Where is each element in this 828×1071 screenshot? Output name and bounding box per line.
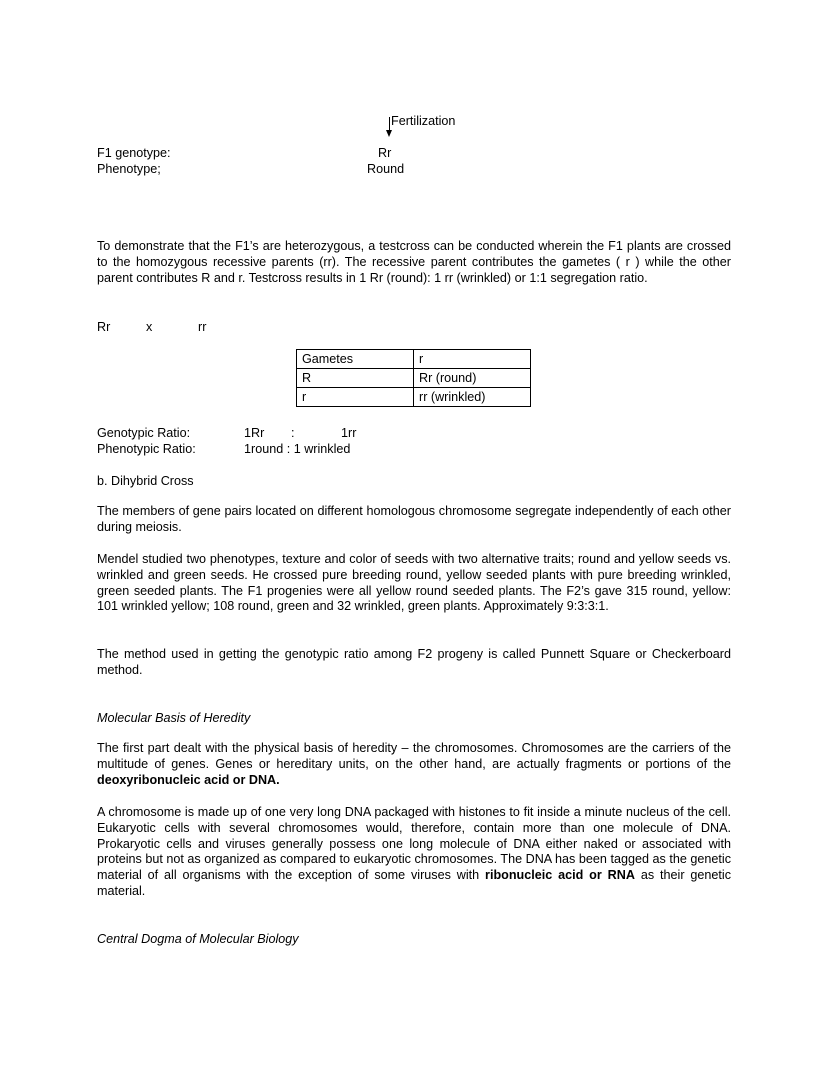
- method-paragraph: The method used in getting the genotypic ratio among F2 progeny is called Punnett Square or Checkerboard method.: [97, 647, 731, 677]
- table-row: [297, 350, 531, 369]
- table-cell: Gametes: [297, 350, 414, 369]
- mendel-paragraph: Mendel studied two phenotypes, texture and color of seeds with two alternative traits; round and yellow seeds vs. wrinkled and green seeds. He crossed pure breeding round, yellow seeded plants with pure breeding wrinkled, green seeded plants. The F1 progenies were all yellow round seeded plants. The F2’s gave 315 round, yellow: 101 wrinkled yellow; 108 round, green and 32 wrinkled, green plants. Approximately 9:3:3:1.: [97, 552, 731, 614]
- table-cell: r: [414, 350, 531, 369]
- f1-genotype-label: F1 genotype:: [97, 146, 171, 160]
- phenotype-label: Phenotype;: [97, 162, 161, 176]
- table-cell: r: [297, 388, 414, 407]
- phenotypic-ratio-value: 1round : 1 wrinkled: [244, 442, 351, 456]
- dna-term: deoxyribonucleic acid or DNA.: [97, 772, 280, 787]
- chromosome-text: A chromosome is made up of one very long DNA packaged with histones to fit inside a minute nucleus of the cell. Eukaryotic cells with several chromosomes would, therefore, contain more than one molecule of DNA. Prokaryotic cells and viruses generally possess one long molecule of DNA either naked or associated with proteins but not as organized as compared to eukaryotic chromosomes. The DNA has been tagged as the genetic material of all organisms with the exception of some viruses with: [97, 805, 731, 883]
- genotypic-ratio-label: Genotypic Ratio:: [97, 426, 191, 440]
- phenotype-value: Round: [367, 162, 405, 176]
- cross-parent-right: rr: [198, 320, 207, 334]
- members-paragraph: The members of gene pairs located on different homologous chromosome segregate independently of each other during meiosis.: [97, 504, 731, 534]
- chromosome-tail: as their genetic material.: [97, 868, 731, 898]
- table-row: [297, 369, 531, 388]
- fertilization-label: Fertilization: [391, 114, 456, 128]
- first-part-paragraph: [97, 741, 731, 788]
- genotypic-ratio-colon: :: [291, 426, 295, 440]
- table-row: [297, 388, 531, 407]
- fertilization-arrow-line: [389, 117, 390, 131]
- first-part-text: The first part dealt with the physical basis of heredity – the chromosomes. Chromosomes are the carriers of the multitude of genes. Genes or hereditary units, on the other hand, are actually fragments or portions of the: [97, 741, 731, 771]
- genotypic-ratio-b: 1rr: [341, 426, 357, 440]
- cross-symbol: x: [146, 320, 153, 334]
- phenotypic-ratio-label: Phenotypic Ratio:: [97, 442, 196, 456]
- molecular-basis-heading: Molecular Basis of Heredity: [97, 711, 251, 725]
- cross-parent-left: Rr: [97, 320, 111, 334]
- rna-term: ribonucleic acid or RNA: [485, 868, 635, 883]
- testcross-paragraph: To demonstrate that the F1’s are heterozygous, a testcross can be conducted wherein the F1 plants are crossed to the homozygous recessive parents (rr). The recessive parent contributes the gametes ( r ) while the other parent contributes R and r. Testcross results in 1 Rr (round): 1 rr (wrinkled) or 1:1 segregation ratio.: [97, 239, 731, 285]
- central-dogma-heading: Central Dogma of Molecular Biology: [97, 932, 299, 946]
- f1-genotype-value: Rr: [378, 146, 392, 160]
- chromosome-paragraph: [97, 805, 731, 900]
- table-cell: Rr (round): [414, 369, 531, 388]
- gametes-table: [296, 349, 531, 407]
- table-cell: rr (wrinkled): [414, 388, 531, 407]
- down-arrow-icon: [386, 130, 392, 137]
- dihybrid-heading: b. Dihybrid Cross: [97, 474, 194, 488]
- table-cell: R: [297, 369, 414, 388]
- genotypic-ratio-a: 1Rr: [244, 426, 265, 440]
